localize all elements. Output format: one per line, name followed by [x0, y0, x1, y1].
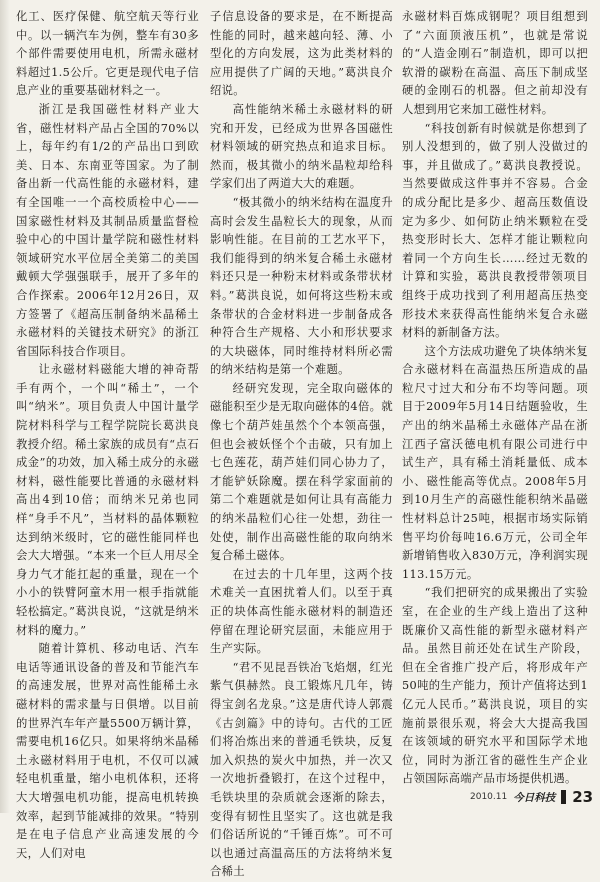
text-column-1 [16, 8, 199, 860]
paragraph: “我们把研究的成果搬出了实验室，在企业的生产线上造出了这种既廉价又高性能的新型永磁材料产品。虽然目前还处在试生产阶段，但在全省推广投产后，将形成年产50吨的生产能力，预计产值将达到1亿元人民币。”葛洪良说，项目的实施前景很乐观，将会大大提高我国在该领域的研究水平和国际学术地位，同时为浙江省的磁性生产企业占领国际高端产品市场提供机遇。 [402, 586, 588, 786]
paragraph: 让永磁材料磁能大增的神奇帮手有两个，一个叫“稀土”，一个叫“纳米”。项目负责人中国计量学院材料科学与工程学院院长葛洪良教授介绍。稀土家族的成员有“点石成金”的功效，加入稀土成分的永磁材料，磁性能要比普通的永磁材料高出4到10倍；而纳米兄弟也同样“身手不凡”，当材料的晶体颗粒达到纳米级时，它的磁性能同样也会大大增强。“本来一个巨人用尽全身力气才能扛起的重量，现在一个小小的铁臂阿童木用一根手指就能轻松搞定。”葛洪良说，“这就是纳米材料的魔力。” [16, 363, 199, 637]
paragraph: 在过去的十几年里，这两个技术难关一直困扰着人们。以至于真正的块体高性能永磁材料的制造还停留在理论研究层面，未能应用于生产实际。 [210, 567, 393, 656]
paragraph: 这个方法成功避免了块体纳米复合永磁材料在高温热压所造成的晶粒尺寸过大和分布不均等问题。项目于2009年5月14日结题验收，生产出的纳米晶稀土永磁体产品在浙江西子富沃德电机有限公司进行中试生产，具有稀土消耗量低、成本小、磁性能高等优点。2008年5月到10月生产的高磁性能积纳米晶磁性材料总计25吨，根据市场实际销售平均价每吨16.6万元，公司全年新增销售收入830万元，净利润实现113.15万元。 [402, 344, 588, 581]
paragraph: “君不见昆吾铁冶飞焰烟，红光紫气俱赫然。良工锻炼凡几年，铸得宝剑名龙泉。”这是唐代诗人郭震《古剑篇》中的诗句。古代的工匠们将冶炼出来的普通毛铁块，反复加入炽热的炭火中加热，并一次又一次地折叠锻打，在这个过程中，毛铁块里的杂质就会逐渐的除去，变得有韧性且坚实了。这也就是我们俗话所说的“千锤百炼”。可不可以也通过高温高压的方法将纳米复合稀土 [210, 660, 393, 879]
page-number: 23 [572, 788, 594, 806]
footer-bar-decoration [561, 790, 566, 804]
paragraph: “极其微小的纳米结构在温度升高时会发生晶粒长大的现象，从而影响性能。在目前的工艺水平下，我们能得到的纳米复合稀土永磁材料还只是一种粉末材料或条带状材料。”葛洪良说，如何将这些粉末或条带状的合金材料进一步制备成各种符合生产规格、大小和形状要求的大块磁体，同时维持材料所必需的纳米结构是第一个难题。 [210, 195, 393, 377]
paragraph: 子信息设备的要求是，在不断提高性能的同时，越来越向轻、薄、小型化的方向发展，这为此类材料的应用提供了广阔的天地。”葛洪良介绍说。 [210, 10, 393, 98]
page-fold-shadow [0, 0, 10, 813]
page-footer [470, 788, 595, 806]
paragraph: 化工、医疗保健、航空航天等行业中。以一辆汽车为例，整车有30多个部件需要使用电机，所需永磁材料超过1.5公斤。它更是现代电子信息产业的重要基础材料之一。 [16, 10, 199, 98]
paragraph: 经研究发现，完全取向磁体的磁能积至少是无取向磁体的4倍。就像七个葫芦娃虽然个个本领高强，但也会被妖怪个个击破，只有加上七色莲花，葫芦娃们同心协力了，才能铲妖除魔。摆在科学家面前的第二个难题就是如何让具有高能力的纳米晶粒们心往一处想，劲往一处使，制作出高磁性能的取向纳米复合稀土磁体。 [210, 381, 393, 563]
paragraph: 永磁材料百炼成钢呢？项目组想到了“六面顶液压机”，也就是常说的“人造金刚石”制造机，即可以把软滑的碳粉在高温、高压下制成坚硬的金刚石的机器。但之前却没有人想到用它来加工磁性材料。 [402, 10, 588, 116]
paragraph: 随着计算机、移动电话、汽车电话等通讯设备的普及和节能汽车的高速发展，世界对高性能稀土永磁材料的需求量与日俱增。以目前的世界汽车年产量5500万辆计算，需要电机16亿只。如果将纳米晶稀土永磁材料用于电机，不仅可以减轻电机重量，缩小电机体积，还将大大增强电机功能，提高电机转换效率，起到节能减排的效果。“特别是在电子信息产业高速发展的今天，人们对电 [16, 642, 199, 860]
issue-date: 2010.11 [470, 792, 508, 802]
text-column-2 [210, 8, 393, 879]
paragraph: 浙江是我国磁性材料产业大省，磁性材料产品占全国的70%以上，每年约有1/2的产品出口到欧美、日本、东南亚等国家。为了制备出新一代高性能的永磁材料，建有全国唯一一个高校质检中心——国家磁性材料及其制品质量监督检验中心的中国计量学院和磁性材料领域研究水平位居全美第二的美国戴顿大学强强联手，展开了多年的合作探索。2006年12月26日，双方签署了《超高压制备纳米晶稀土永磁材料的关键技术研究》的浙江省国际科技合作项目。 [16, 102, 199, 358]
magazine-name: 今日科技 [513, 791, 556, 804]
paragraph: “科技创新有时候就是你想到了别人没想到的，做了别人没做过的事，并且做成了。”葛洪良教授说。当然要做成这件事并不容易。合金的成分配比是多少、超高压数值设定为多少、如何防止纳米颗粒在受热变形时长大、怎样才能让颗粒向着同一个方向生长……经过无数的计算和实验，葛洪良教授带领项目组终于成功找到了利用超高压热变形技术来获得高性能纳米复合永磁材料的新制备方法。 [402, 121, 588, 340]
paragraph: 高性能纳米稀土永磁材料的研究和开发，已经成为世界各国磁性材料领域的研究热点和追求目标。然而，极其微小的纳米晶粒却给科学家们出了两道大大的难题。 [210, 102, 393, 191]
text-column-3 [402, 8, 588, 786]
